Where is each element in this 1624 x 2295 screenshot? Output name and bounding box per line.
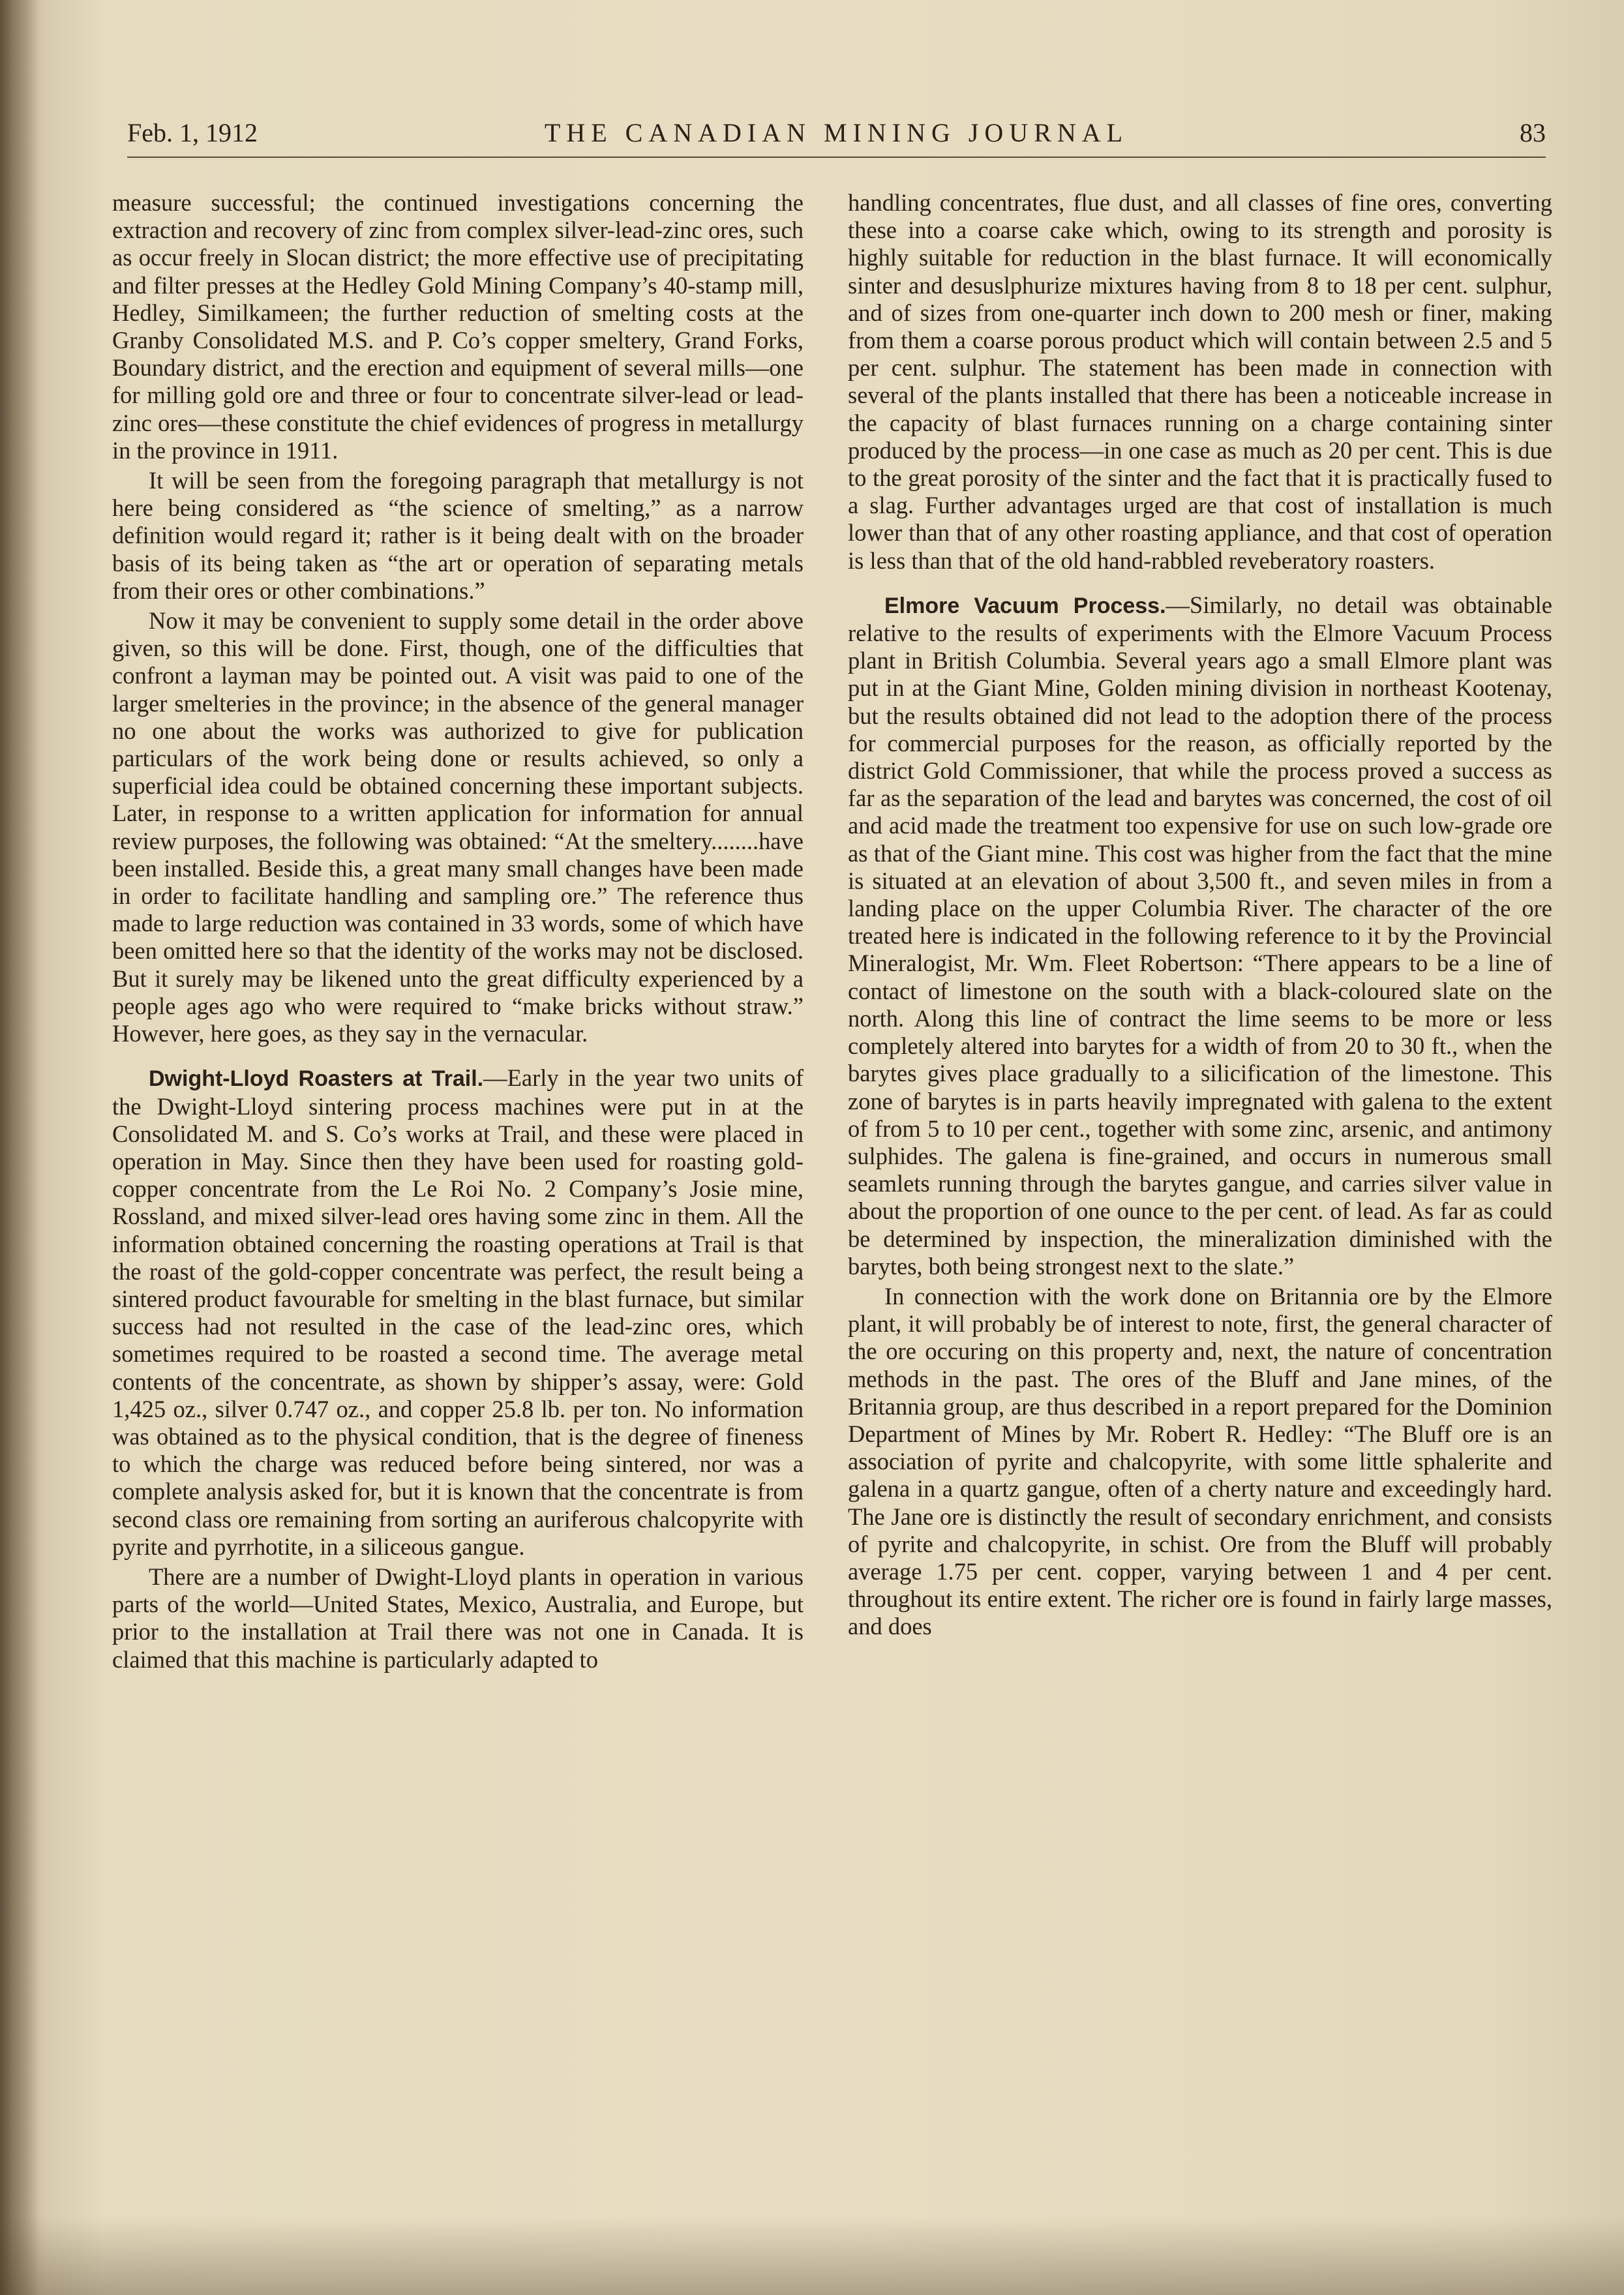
header-date: Feb. 1, 1912: [127, 118, 258, 147]
paragraph: It will be seen from the foregoing paragraph that metallurgy is not here being considered as “the science of smelting,” as a narrow definition would regard it; rather is it being dealt with on the broader basis of its being taken as “the art or operation of separating metals from their ores or other combinations.”: [112, 467, 804, 604]
paragraph: In connection with the work done on Britannia ore by the Elmore plant, it will probably be of interest to note, first, the general character of the ore occuring on this property and, next, the nature of concentration methods in the past. The ores of the Bluff and Jane mines, of the Britannia group, are thus described in a report prepared for the Dominion Department of Mines by Mr. Robert R. Hedley: “The Bluff ore is an association of pyrite and chalcopyrite, with some little sphalerite and galena in a quartz gangue, often of a cherty nature and exceedingly hard. The Jane ore is distinctly the result of secondary enrichment, and consists of pyrite and chalcopyrite, in schist. Ore from the Bluff will probably average 1.75 per cent. copper, varying between 1 and 4 per cent. throughout its entire extent. The richer ore is found in fairly large masses, and does: [848, 1282, 1552, 1640]
paragraph-text: —Early in the year two units of the Dwight-Lloyd sintering process machines were put in at the Consolidated M. and S. Co’s works at Trail, and these were placed in operation in May. Since then they have been used for roasting gold-copper concentrate from the Le Roi No. 2 Company’s Josie mine, Rossland, and mixed silver-lead ores having some zinc in them. All the information obtained concerning the roasting operations at Trail is that the roast of the gold-copper concentrate was perfect, the result being a sintered product favourable for smelting in the blast furnace, but similar success had not resulted in the case of the lead-zinc ores, which sometimes required to be roasted a second time. The average metal contents of the concentrate, as shown by shipper’s assay, were: Gold 1,425 oz., silver 0.747 oz., and copper 25.8 lb. per ton. No information was obtained as to the physical condition, that is the degree of fineness to which the charge was reduced before being sintered, nor was a complete analysis asked for, but it is known that the concentrate is from second class ore remaining from sorting an auriferous chalcopyrite with pyrite and pyrrhotite, in a siliceous gangue.: [112, 1064, 804, 1560]
section-paragraph-dwight-lloyd: [112, 1064, 804, 1561]
paragraph-text: —Similarly, no detail was obtainable relative to the results of experiments with the Elmore Vacuum Process plant in British Columbia. Several years ago a small Elmore plant was put in at the Giant Mine, Golden mining division in northeast Kootenay, but the results obtained did not lead to the adoption there of the process for commercial purposes for the reason, as officially reported by the district Gold Commissioner, that while the process proved a success as far as the separation of the lead and barytes was concerned, the cost of oil and acid made the treatment too expensive for use on such low-grade ore as that of the Giant mine. This cost was higher from the fact that the mine is situated at an elevation of about 3,500 ft., and seven miles in from a landing place on the upper Columbia River. The character of the ore treated here is indicated in the following reference to it by the Provincial Mineralogist, Mr. Wm. Fleet Robertson: “There appears to be a line of contact of limestone on the south with a black-coloured slate on the north. Along this line of contract the lime seems to be more or less completely altered into barytes for a width of from 20 to 30 ft., when the barytes gives place gradually to a silicification of the limestone. This zone of barytes is in parts heavily impregnated with galena to the extent of from 5 to 10 per cent., together with some zinc, arsenic, and antimony sulphides. The galena is fine-grained, and occurs in numerous small seamlets running through the barytes gangue, and carries silver value in about the proportion of one ounce to the per cent. of lead. As far as could be determined by inspection, the mineralization diminished with the barytes, both being strongest next to the slate.”: [848, 591, 1552, 1280]
paragraph: There are a number of Dwight-Lloyd plants in operation in various parts of the world—United States, Mexico, Australia, and Europe, but prior to the installation at Trail there was not one in Canada. It is claimed that this machine is particularly adapted to: [112, 1563, 804, 1673]
paragraph: Now it may be convenient to supply some detail in the order above given, so this will be done. First, though, one of the difficulties that confront a layman may be pointed out. A visit was paid to one of the larger smelteries in the province; in the absence of the general manager no one about the works was authorized to give for publication particulars of the work being done or results achieved, so only a superficial idea could be obtained concerning these important subjects. Later, in response to a written application for information for annual review purposes, the following was obtained: “At the smeltery........have been installed. Beside this, a great many small changes have been made in order to facilitate handling and sampling ore.” The reference thus made to large reduction was contained in 33 words, some of which have been omitted here so that the identity of the works may not be disclosed. But it surely may be likened unto the great difficulty experienced by a people ages ago who were required to “make bricks without straw.” However, here goes, as they say in the vernacular.: [112, 607, 804, 1047]
paragraph: measure successful; the continued investigations concerning the extraction and recovery of zinc from complex silver-lead-zinc ores, such as occur freely in Slocan district; the more effective use of precipitating and filter presses at the Hedley Gold Mining Company’s 40-stamp mill, Hedley, Similkameen; the further reduction of smelting costs at the Granby Consolidated M.S. and P. Co’s copper smeltery, Grand Forks, Boundary district, and the erection and equipment of several mills—one for milling gold ore and three or four to concentrate silver-lead or lead-zinc ores—these constitute the chief evidences of progress in metallurgy in the province in 1911.: [112, 189, 804, 464]
left-column: [112, 189, 804, 1673]
page-number: 83: [1520, 118, 1546, 147]
section-paragraph-elmore: [848, 592, 1552, 1280]
right-column: [848, 189, 1552, 1641]
section-heading-dwight-lloyd: Dwight-Lloyd Roasters at Trail.: [149, 1066, 484, 1092]
paragraph: handling concentrates, flue dust, and all classes of fine ores, converting these into a coarse cake which, owing to its strength and porosity is highly suitable for reduction in the blast furnace. It will economically sinter and desuslphurize mixtures having from 8 to 18 per cent. sulphur, and of sizes from one-quarter inch down to 200 mesh or finer, making from them a coarse porous product which will contain between 2.5 and 5 per cent. sulphur. The statement has been made in connection with several of the plants installed that there has been a noticeable increase in the capacity of blast furnaces running on a charge containing sinter produced by the process—in one case as much as 20 per cent. This is due to the great porosity of the sinter and the fact that it is practically fused to a slag. Further advantages urged are that cost of installation is much lower than that of any other roasting appliance, and that cost of operation is less than that of the old hand-rabbled reveberatory roasters.: [848, 189, 1552, 574]
running-header: [127, 117, 1546, 158]
bottom-shadow: [0, 2217, 1624, 2295]
journal-title: THE CANADIAN MINING JOURNAL: [544, 118, 1129, 147]
section-heading-elmore: Elmore Vacuum Process.: [884, 593, 1166, 618]
spine-shadow: [0, 0, 39, 2295]
